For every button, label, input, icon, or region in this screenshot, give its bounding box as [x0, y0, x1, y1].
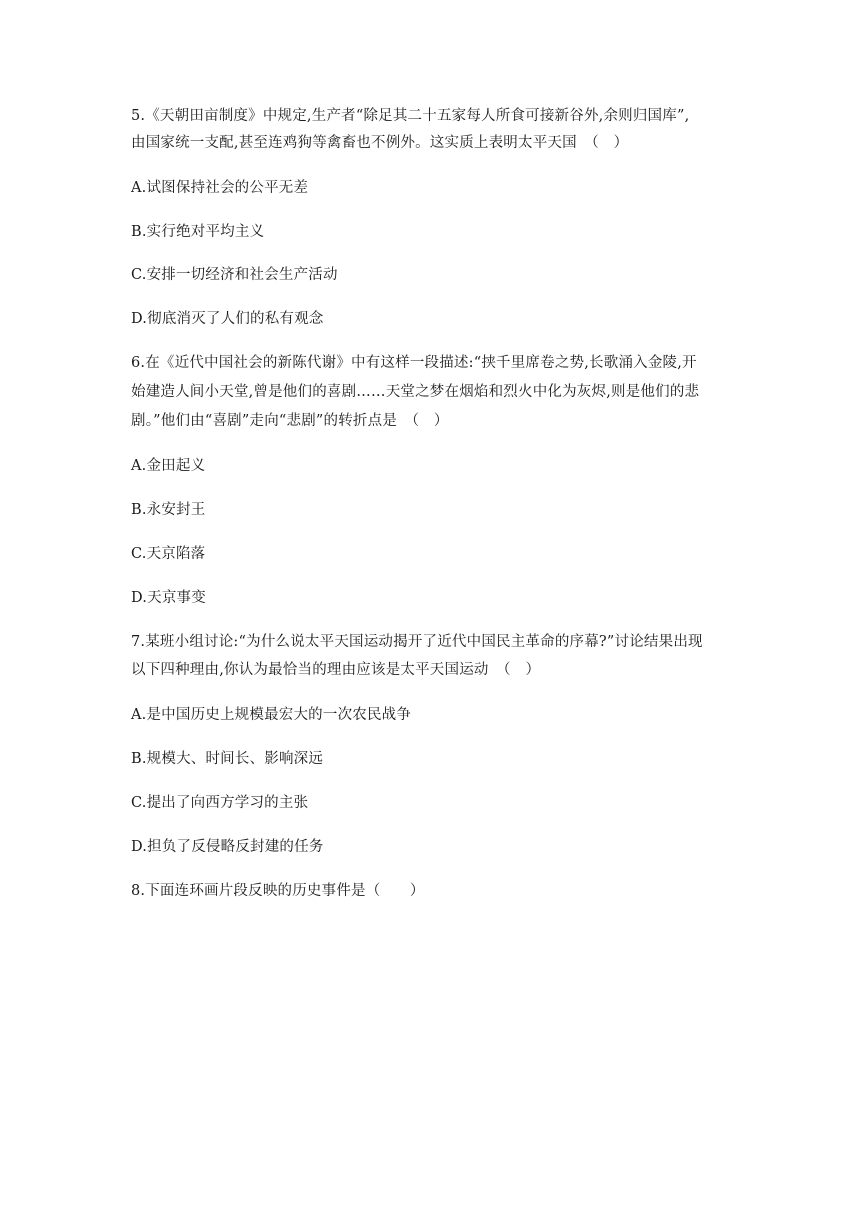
question-6-option-a: A.金田起义: [131, 458, 206, 474]
question-7-option-d: D.担负了反侵略反封建的任务: [131, 839, 324, 855]
question-5-option-d: D.彻底消灭了人们的私有观念: [131, 311, 324, 327]
question-6-option-c: C.天京陷落: [131, 546, 206, 562]
question-7-option-c: C.提出了向西方学习的主张: [131, 795, 309, 811]
question-5-stem-line-1: 5.《天朝田亩制度》中规定,生产者“除足其二十五家每人所食可接新谷外,余则归国库”,: [131, 108, 690, 124]
question-6-option-d: D.天京事变: [131, 590, 206, 606]
question-6-stem-line-3: 剧。”他们由“喜剧”走向“悲剧”的转折点是 （ ）: [131, 413, 449, 429]
question-8-stem-line-1: 8.下面连环画片段反映的历史事件是（ ）: [131, 883, 425, 899]
question-7-option-b: B.规模大、时间长、影响深远: [131, 751, 324, 767]
question-7-option-a: A.是中国历史上规模最宏大的一次农民战争: [131, 707, 412, 723]
question-6-stem-line-1: 6.在《近代中国社会的新陈代谢》中有这样一段描述:“挟千里席卷之势,长歌涌入金陵,开: [131, 355, 697, 371]
question-5-option-b: B.实行绝对平均主义: [131, 224, 265, 240]
question-5-option-c: C.安排一切经济和社会生产活动: [131, 267, 338, 283]
question-6-stem-line-2: 始建造人间小天堂,曾是他们的喜剧……天堂之梦在烟焰和烈火中化为灰烬,则是他们的悲: [131, 384, 700, 400]
question-7-stem-line-2: 以下四种理由,你认为最恰当的理由应该是太平天国运动 （ ）: [131, 662, 541, 678]
question-7-stem-line-1: 7.某班小组讨论:“为什么说太平天国运动揭开了近代中国民主革命的序幕?”讨论结果出现: [131, 634, 703, 650]
question-6-option-b: B.永安封王: [131, 502, 206, 518]
question-5-option-a: A.试图保持社会的公平无差: [131, 180, 309, 196]
question-5-stem-line-2: 由国家统一支配,甚至连鸡狗等禽畜也不例外。这实质上表明太平天国 （ ）: [131, 135, 629, 151]
